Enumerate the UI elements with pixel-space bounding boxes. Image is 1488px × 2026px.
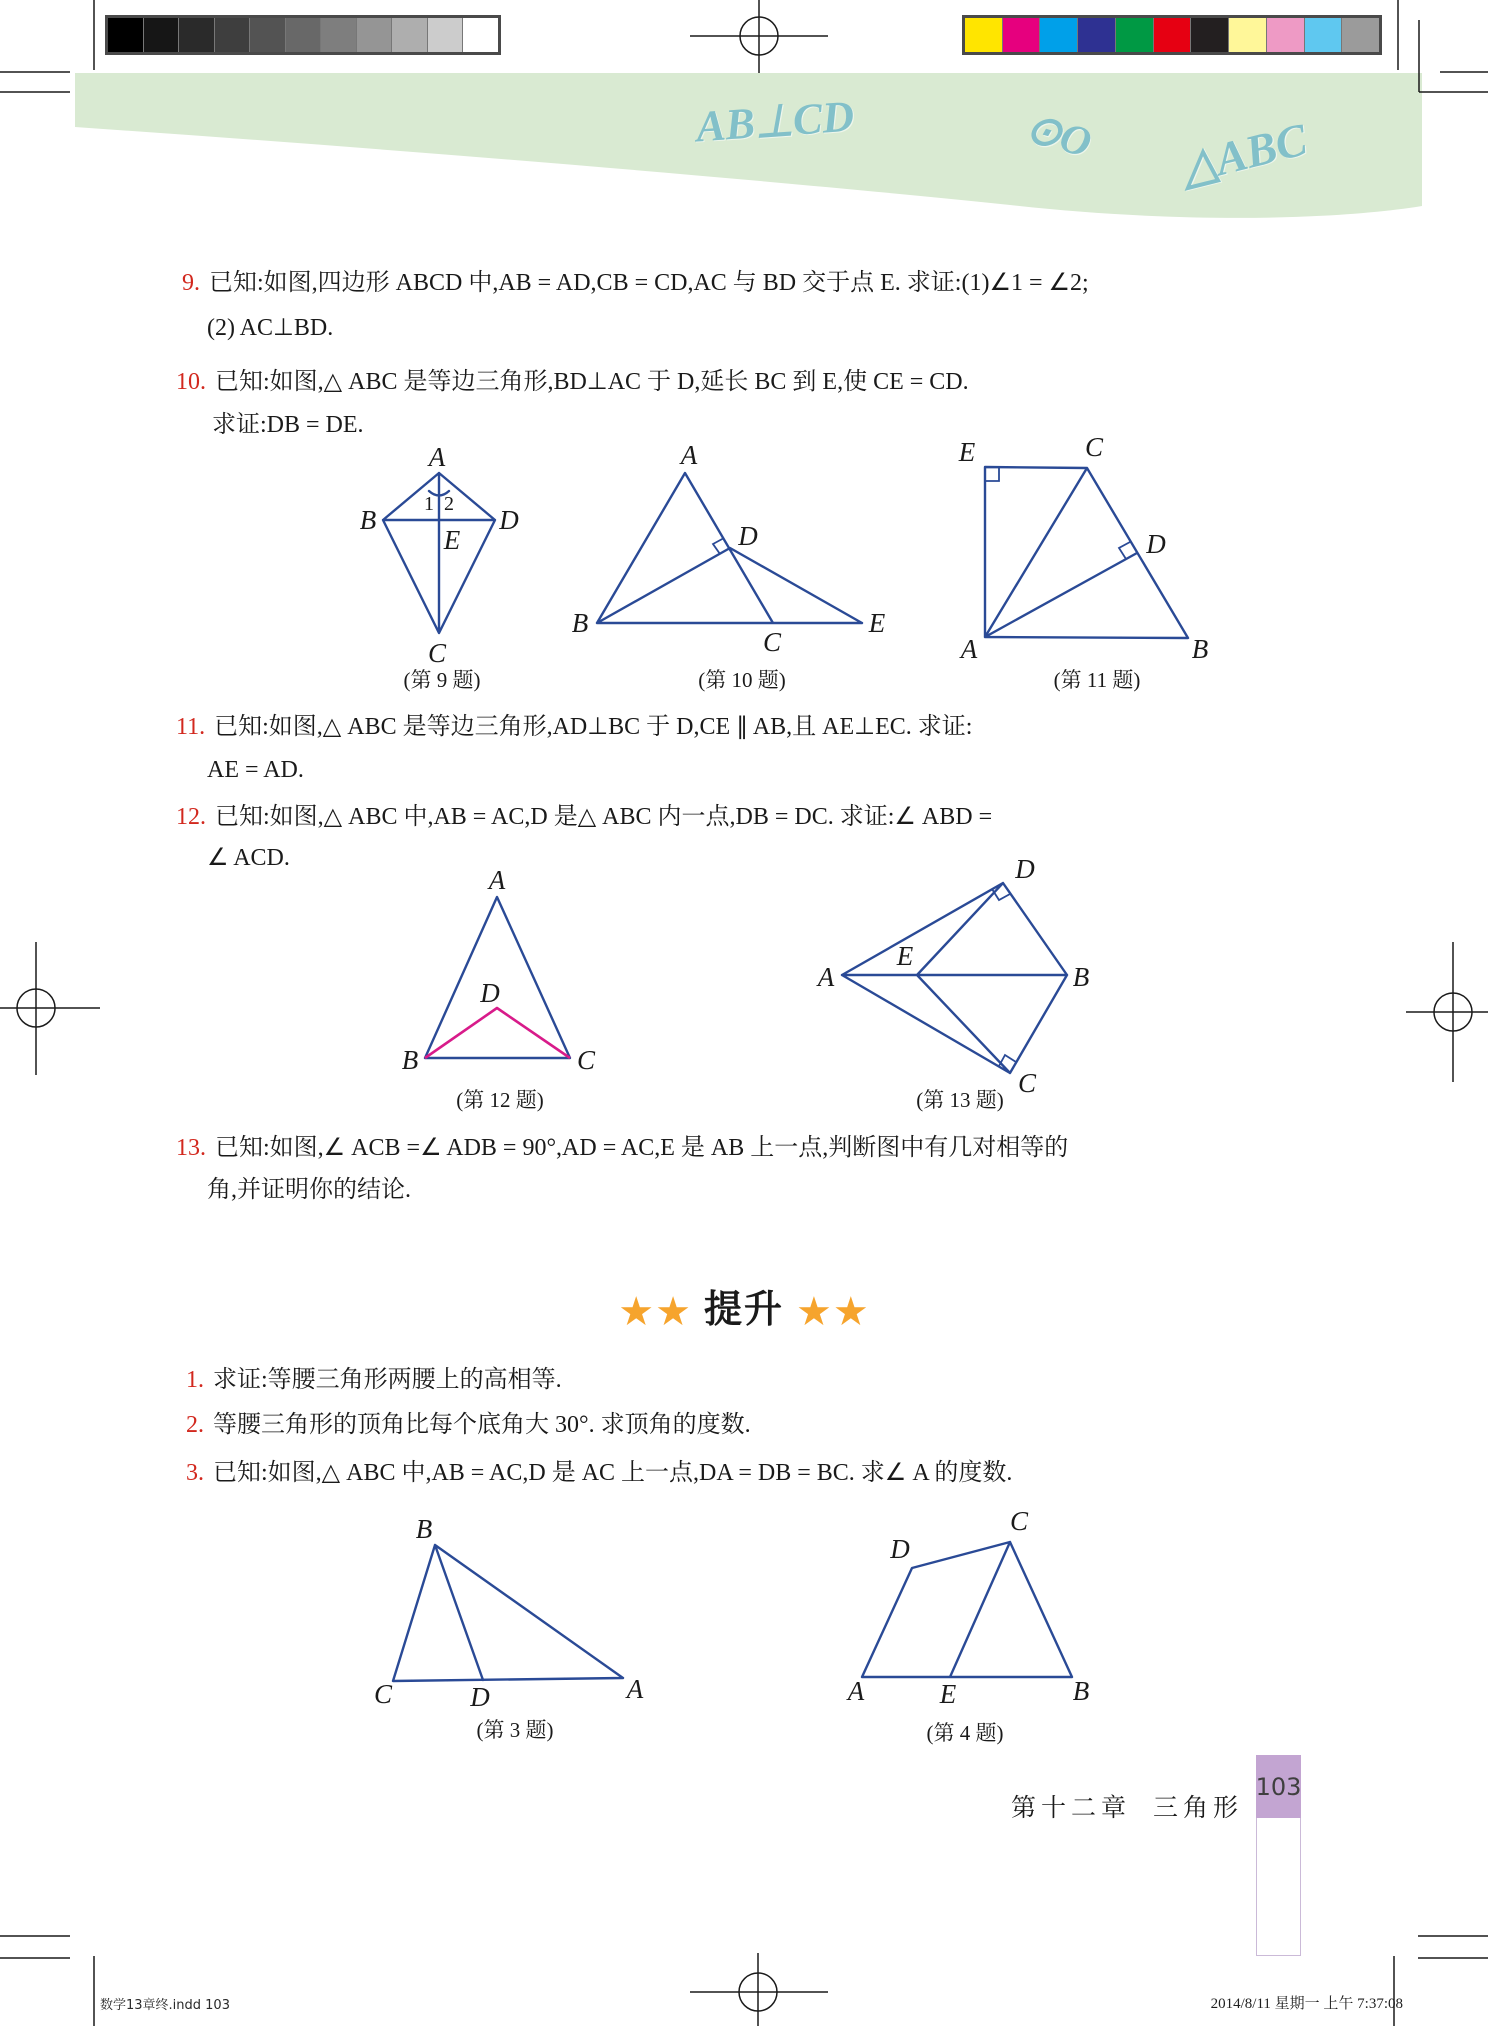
problem-10-line-1: [176, 369, 969, 395]
problem-text: 求证:DB = DE.: [212, 412, 364, 438]
point-label-d: D: [480, 978, 500, 1008]
point-label-d: D: [499, 505, 519, 535]
problem-text: 角,并证明你的结论.: [207, 1177, 411, 1203]
figure-caption: (第 3 题): [476, 1718, 554, 1742]
calibration-swatch: [1078, 18, 1116, 52]
point-label-e: E: [868, 608, 886, 638]
point-label-a: A: [488, 865, 506, 895]
print-datetime-slug: 2014/8/11 星期一 上午 7:37:08: [1210, 1996, 1403, 2012]
point-label-d: D: [738, 521, 758, 551]
figure-lines: [383, 473, 495, 633]
problem-11-line-2: [207, 757, 304, 783]
point-label-a: A: [817, 962, 835, 992]
point-label-d: D: [1015, 854, 1035, 884]
problem-text: 已知:如图,△ ABC 中,AB = AC,D 是△ ABC 内一点,DB = DC. 求证:∠ ABD =: [215, 804, 993, 830]
figure-magenta-lines: [425, 1008, 570, 1058]
banner-formula-perpendicular: AB⊥CD: [694, 91, 856, 152]
figure-caption: (第 10 题): [698, 668, 786, 692]
point-label-d: D: [1146, 529, 1166, 559]
figure-caption: (第 12 题): [456, 1088, 544, 1112]
calibration-swatch: [463, 18, 498, 52]
print-file-slug: 数学13章终.indd 103: [100, 1998, 230, 2013]
calibration-swatch: [1191, 18, 1229, 52]
calibration-swatch: [1116, 18, 1154, 52]
problem-text: AE = AD.: [207, 757, 304, 783]
stars-left-icon: ★★: [618, 1289, 692, 1335]
figure-caption: (第 4 题): [926, 1721, 1004, 1745]
point-label-b: B: [359, 505, 377, 535]
angle-label-2: 2: [444, 493, 454, 515]
calibration-swatch: [428, 18, 464, 52]
calibration-swatch: [321, 18, 357, 52]
figure-problem-9: [360, 442, 520, 692]
footer-chapter: [1011, 1788, 1243, 1824]
calibration-swatch: [144, 18, 180, 52]
figure-advanced-4: [846, 1506, 1090, 1745]
chapter-label: 第十二章: [1010, 1795, 1131, 1822]
problem-text: 等腰三角形的顶角比每个底角大 30°. 求顶角的度数.: [213, 1412, 751, 1438]
point-label-d: D: [890, 1534, 910, 1564]
calibration-swatch: [286, 18, 322, 52]
right-angle-marks: [985, 467, 1130, 559]
point-label-a: A: [680, 440, 698, 470]
point-label-c: C: [762, 627, 782, 657]
point-label-e: E: [443, 525, 461, 555]
problem-12-line-1: [176, 804, 992, 830]
angle-label-1: 1: [424, 493, 434, 515]
point-label-e: E: [958, 437, 976, 467]
chapter-title: 三角形: [1152, 1795, 1243, 1822]
page-number: 103: [1255, 1772, 1302, 1801]
point-label-a: A: [626, 1674, 644, 1704]
point-label-a: A: [960, 634, 978, 664]
grayscale-calibration-bar: [105, 15, 501, 55]
figure-lines: [842, 883, 1067, 1073]
calibration-swatch: [1342, 18, 1379, 52]
calibration-swatch: [392, 18, 428, 52]
figure-advanced-3: [374, 1514, 644, 1742]
problem-number: 12.: [176, 804, 206, 830]
calibration-swatch: [250, 18, 286, 52]
problem-text: 求证:等腰三角形两腰上的高相等.: [213, 1367, 562, 1393]
point-label-e: E: [939, 1679, 957, 1709]
problem-9-line-2: [207, 315, 333, 341]
point-label-c: C: [576, 1045, 596, 1075]
problem-text: ∠ ACD.: [207, 845, 290, 871]
calibration-swatch: [1003, 18, 1041, 52]
point-label-c: C: [427, 638, 447, 668]
advanced-2-line-1: [186, 1412, 751, 1438]
problem-text: (2) AC⊥BD.: [207, 315, 334, 341]
point-label-b: B: [1072, 962, 1090, 992]
problem-text: 已知:如图,四边形 ABCD 中,AB = AD,CB = CD,AC 与 BD 交于点 E. 求证:(1)∠1 = ∠2;: [209, 270, 1089, 296]
point-label-c: C: [1084, 432, 1104, 462]
banner-formula-triangle: △ABC: [1175, 113, 1312, 194]
problem-number: 13.: [176, 1135, 206, 1161]
problem-number: 9.: [182, 270, 200, 296]
calibration-swatch: [1229, 18, 1267, 52]
page-number-tab: [1256, 1755, 1301, 1818]
problem-13-line-2: [207, 1177, 411, 1203]
problem-text: 已知:如图,△ ABC 是等边三角形,AD⊥BC 于 D,CE ∥ AB,且 AE⊥EC. 求证:: [214, 714, 973, 740]
problem-12-line-2: [207, 845, 290, 871]
point-label-b: B: [401, 1045, 419, 1075]
problem-text: 已知:如图,∠ ACB =∠ ADB = 90°,AD = AC,E 是 AB 上一点,判断图中有几对相等的: [215, 1135, 1069, 1161]
page-tab-bar: [1256, 1818, 1301, 1956]
section-title: 提升: [703, 1289, 784, 1331]
figure-problem-10: [572, 440, 886, 692]
problem-9-line-1: [182, 270, 1089, 296]
figure-problem-11: [958, 432, 1209, 692]
banner-formula-circle: ⊙O: [1020, 104, 1097, 168]
point-label-b: B: [415, 1514, 433, 1544]
color-calibration-bar: [962, 15, 1382, 55]
problem-number: 1.: [186, 1367, 204, 1393]
point-label-a: A: [428, 442, 446, 472]
advanced-1-line-1: [186, 1367, 562, 1393]
figure-lines: [393, 1545, 623, 1681]
right-angle-marks: [992, 889, 1016, 1066]
problem-number: 3.: [186, 1460, 204, 1486]
problem-13-line-1: [176, 1135, 1068, 1161]
figure-problem-12: [402, 865, 596, 1112]
calibration-swatch: [965, 18, 1003, 52]
problem-text: 已知:如图,△ ABC 是等边三角形,BD⊥AC 于 D,延长 BC 到 E,使 CE = CD.: [215, 369, 969, 395]
calibration-swatch: [357, 18, 393, 52]
advanced-3-line-1: [186, 1460, 1012, 1486]
point-label-c: C: [373, 1679, 393, 1709]
figure-lines: [597, 473, 862, 623]
figure-problem-13: [816, 854, 1090, 1112]
calibration-swatch: [108, 18, 144, 52]
calibration-swatch: [1154, 18, 1192, 52]
figure-caption: (第 9 题): [403, 668, 481, 692]
point-label-e: E: [896, 941, 914, 971]
stars-right-icon: ★★: [796, 1289, 870, 1335]
calibration-swatch: [1267, 18, 1305, 52]
problem-number: 2.: [186, 1412, 204, 1438]
point-label-c: C: [1017, 1068, 1037, 1098]
calibration-swatch: [1040, 18, 1078, 52]
calibration-swatch: [1305, 18, 1343, 52]
point-label-b: B: [571, 608, 589, 638]
calibration-swatch: [179, 18, 215, 52]
point-label-b: B: [1072, 1676, 1090, 1706]
point-label-a: A: [847, 1676, 865, 1706]
point-label-c: C: [1009, 1506, 1029, 1536]
problem-11-line-1: [176, 714, 972, 740]
problem-number: 11.: [176, 714, 206, 740]
figure-caption: (第 13 题): [916, 1088, 1004, 1112]
advanced-section-header: [0, 1278, 1488, 1335]
problem-10-line-2: [212, 412, 364, 438]
point-label-d: D: [470, 1682, 490, 1712]
problem-text: 已知:如图,△ ABC 中,AB = AC,D 是 AC 上一点,DA = DB = BC. 求∠ A 的度数.: [213, 1460, 1013, 1486]
problem-number: 10.: [176, 369, 206, 395]
figure-caption: (第 11 题): [1053, 668, 1141, 692]
calibration-swatch: [215, 18, 251, 52]
point-label-b: B: [1191, 634, 1209, 664]
